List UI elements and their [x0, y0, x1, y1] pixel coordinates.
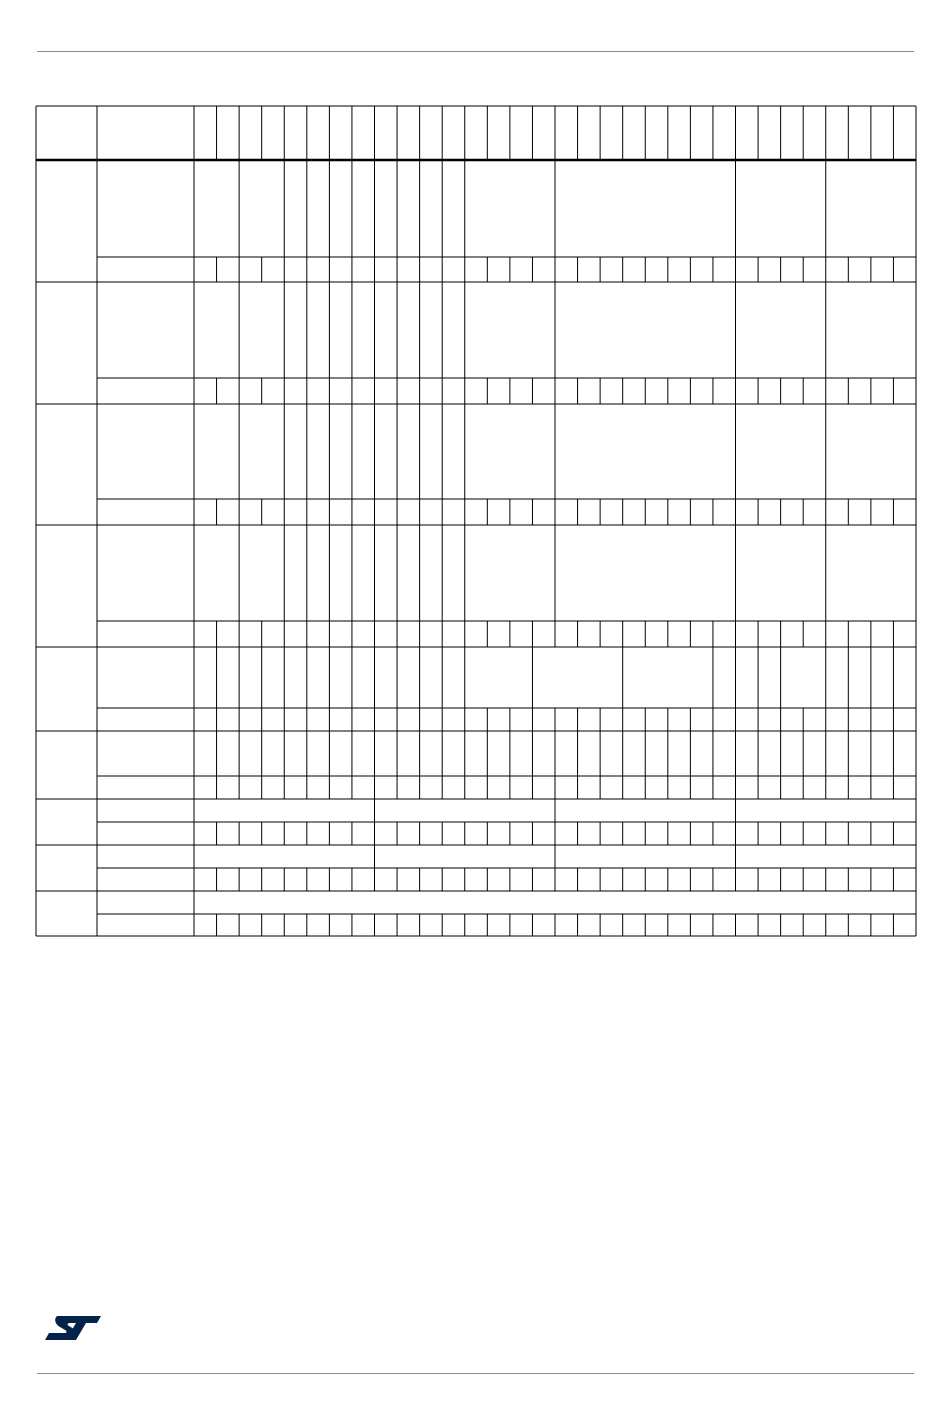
footer-rule	[37, 1373, 914, 1374]
st-logo	[44, 1313, 102, 1343]
